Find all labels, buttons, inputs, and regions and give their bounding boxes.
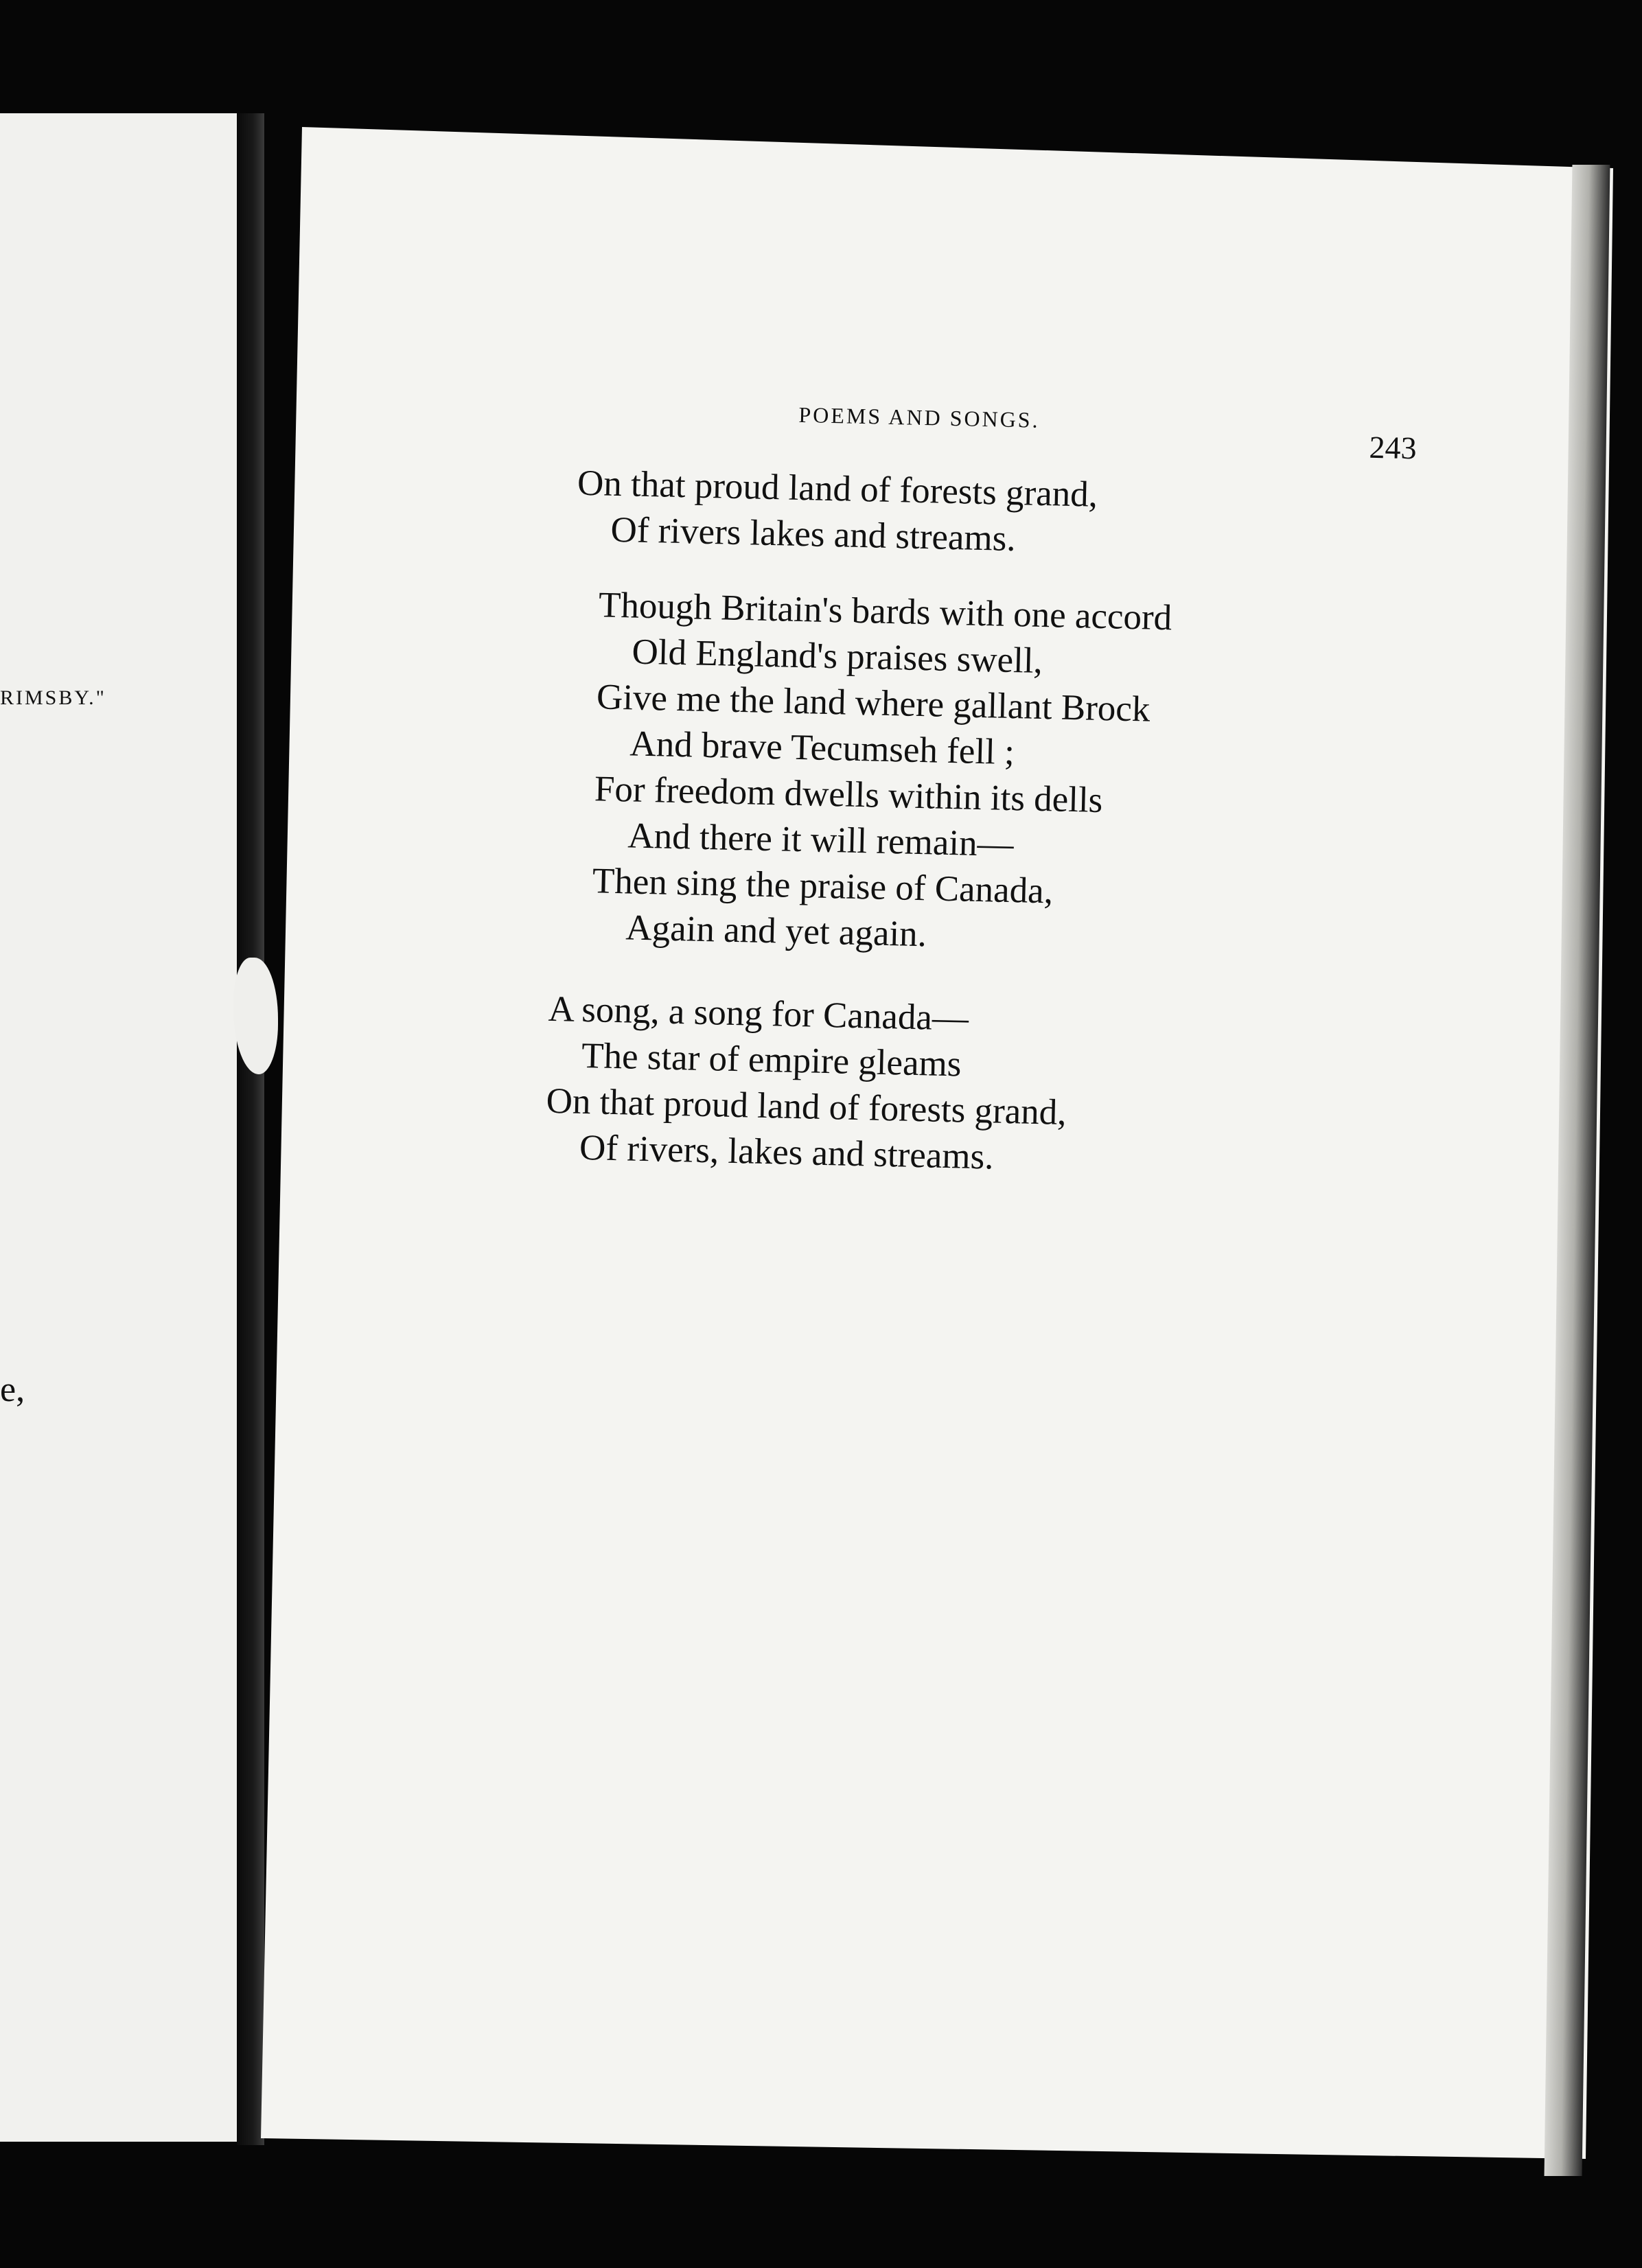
stanza-2 — [591, 582, 1172, 963]
page-number: 243 — [1369, 429, 1418, 466]
stanza-3 — [544, 986, 1069, 1182]
previous-page-heading-fragment: RIMSBY." — [0, 686, 106, 709]
verse-line: Again and yet again. — [625, 907, 927, 955]
verse-line: Old England's praises swell, — [631, 632, 1043, 682]
verse-line: For freedom dwells within its dells — [594, 769, 1103, 821]
verse-line: A song, a song for Canada— — [548, 988, 969, 1039]
verse-line: And there it will remain— — [627, 815, 1015, 865]
verse-line: Though Britain's bards with one accord — [598, 585, 1172, 638]
verse-line: The star of empire gleams — [581, 1035, 962, 1085]
stanza-1 — [576, 461, 1098, 564]
verse-line: On that proud land of forests grand, — [577, 463, 1098, 515]
verse-line: Of rivers, lakes and streams. — [579, 1127, 995, 1177]
previous-page-text-fragment: e, — [0, 1370, 25, 1409]
verse-line: Of rivers lakes and streams. — [610, 509, 1017, 559]
verse-line: Give me the land where gallant Brock — [596, 677, 1151, 730]
verse-line: Then sing the praise of Canada, — [592, 861, 1054, 912]
running-head: POEMS AND SONGS. — [798, 402, 1041, 432]
verse-line: On that proud land of forests grand, — [546, 1080, 1067, 1133]
verse-line: And brave Tecumseh fell ; — [629, 724, 1015, 773]
